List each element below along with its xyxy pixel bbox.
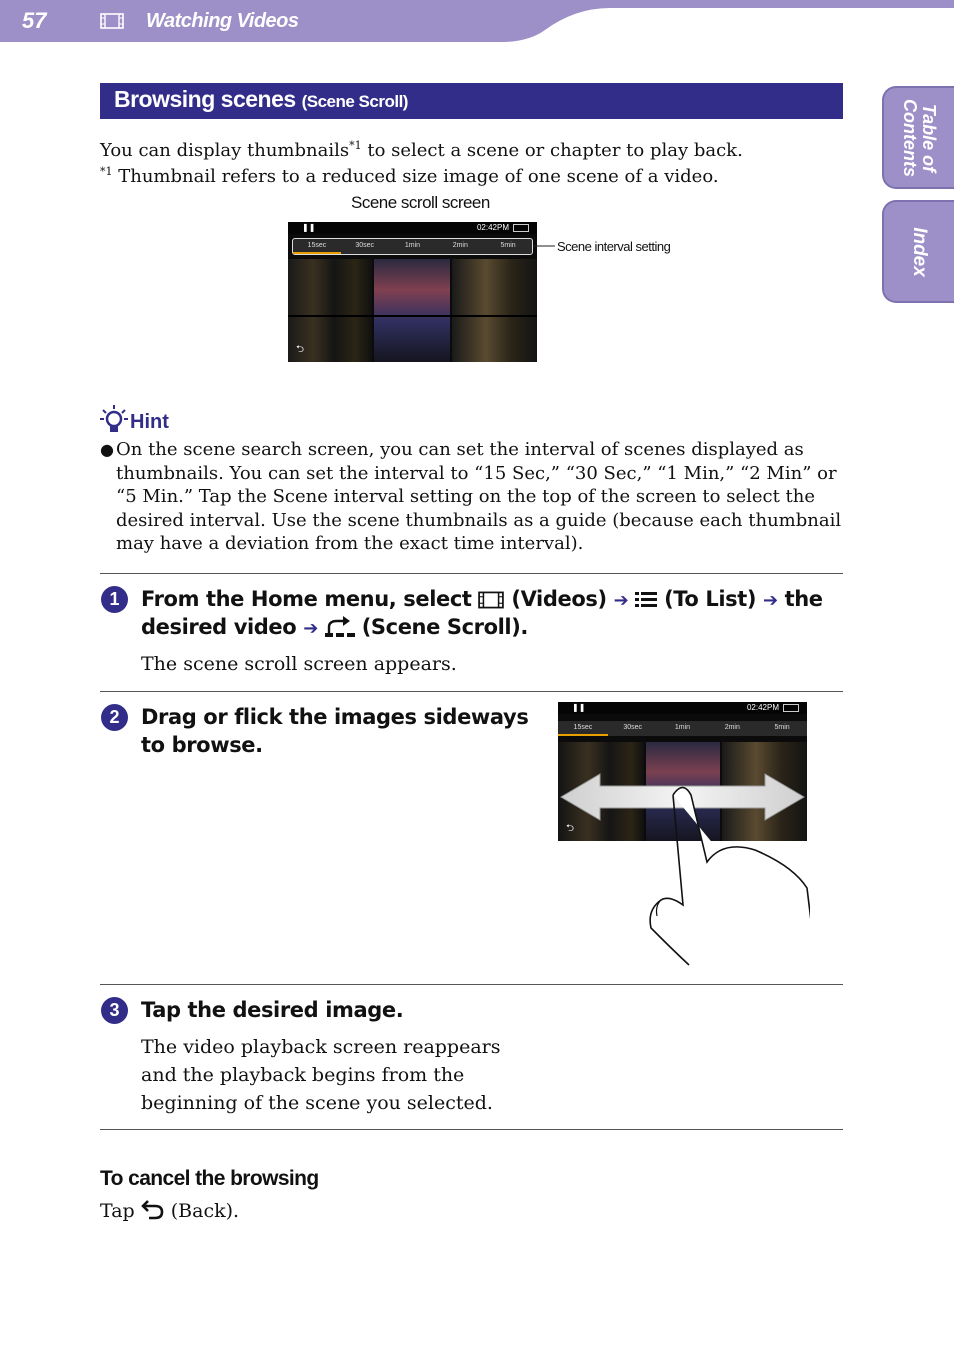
footnote-text: Thumbnail refers to a reduced size image of one scene of a video. [112, 166, 719, 187]
interval-option[interactable]: 15sec [293, 239, 341, 254]
scene-scroll-screenshot [288, 222, 537, 362]
thumbnail-divider [288, 315, 537, 317]
step-text: (Videos) [504, 587, 614, 611]
status-bar [288, 222, 537, 234]
step-1-title [141, 585, 841, 615]
back-icon[interactable]: ⮌ [296, 344, 305, 355]
hint-label: Hint [130, 411, 169, 433]
interval-option[interactable]: 5min [500, 242, 516, 249]
title-subtitle: (Scene Scroll) [301, 92, 408, 111]
divider [100, 573, 843, 574]
cancel-heading: To cancel the browsing [100, 1167, 319, 1190]
hint-text: On the scene search screen, you can set the interval of scenes displayed as thumbnails. You can set the interval to “15 Sec,” “30 Sec,” “1 Min,” “2 Min” or “5 Min.” Tap the Scene interval setting on the top of the screen to select the desired interval. Use the scene thumbnails as a guide (because each thumbnail may have a deviation from the exact time interval). [116, 439, 842, 554]
thumbnail-strip[interactable] [288, 259, 537, 362]
step-number: 3 [101, 997, 128, 1024]
step-1-body: The scene scroll screen appears. [141, 653, 457, 675]
page-number: 57 [22, 8, 47, 33]
divider [100, 984, 843, 985]
figure-caption: Scene scroll screen [351, 193, 490, 212]
battery-icon [783, 704, 799, 712]
step-number: 2 [101, 704, 128, 731]
videos-icon [478, 591, 504, 609]
intro-text-part: You can display thumbnails [100, 140, 350, 161]
section-name: Watching Videos [146, 10, 299, 32]
section-title [114, 86, 408, 113]
scene-interval-setting[interactable] [292, 238, 533, 255]
step-3-body [141, 1033, 501, 1117]
title-text: Browsing scenes [114, 86, 296, 112]
interval-option[interactable]: 2min [452, 242, 468, 249]
step-text: the [777, 587, 823, 611]
footnote-marker: *1 [349, 139, 362, 152]
lightbulb-icon [100, 404, 128, 434]
step-3-title: Tap the desired image. [141, 998, 404, 1022]
interval-option[interactable]: 2min [724, 724, 740, 731]
cancel-body [100, 1197, 239, 1225]
cancel-text: Tap [100, 1200, 141, 1222]
step-title-line: Drag or flick the images sideways [141, 705, 529, 729]
step-2-title [141, 703, 528, 759]
step-body-line: beginning of the scene you selected. [141, 1092, 493, 1114]
index-tab[interactable] [882, 200, 954, 303]
section-title-bar [100, 83, 843, 119]
intro-text [100, 134, 743, 163]
scene-scroll-icon [325, 615, 355, 637]
tab-label: Table of Contents [900, 98, 939, 177]
status-time: 02:42PM [476, 223, 509, 232]
back-icon[interactable]: ⮌ [566, 823, 575, 834]
pause-icon: ❚❚ [572, 703, 586, 712]
flick-gesture-illustration [555, 770, 810, 970]
interval-option[interactable]: 30sec [355, 242, 375, 249]
header-bar [0, 0, 954, 42]
step-text: desired video [141, 615, 304, 639]
divider [100, 691, 843, 692]
interval-option[interactable]: 30sec [623, 724, 643, 731]
list-icon [635, 591, 657, 609]
step-body-line: The video playback screen reappears [141, 1036, 501, 1058]
table-of-contents-tab[interactable] [882, 86, 954, 189]
arrow-icon: ➔ [613, 590, 629, 611]
step-text: (Scene Scroll). [354, 615, 528, 639]
thumbnail[interactable] [374, 259, 450, 362]
step-number: 1 [101, 586, 128, 613]
thumbnail[interactable] [452, 259, 537, 362]
pause-icon: ❚❚ [302, 223, 316, 232]
footnote-marker: *1 [100, 165, 113, 178]
step-title-line: to browse. [141, 733, 263, 757]
bullet: ● [100, 440, 114, 459]
status-time: 02:42PM [746, 703, 779, 712]
interval-option[interactable]: 5min [774, 724, 790, 731]
tab-label: Index [909, 226, 930, 277]
callout-label: Scene interval setting [557, 239, 671, 254]
interval-option[interactable]: 15sec [558, 721, 608, 736]
footnote [100, 160, 719, 189]
arrow-icon: ➔ [303, 618, 318, 639]
cancel-text: (Back). [164, 1200, 240, 1222]
back-icon [141, 1198, 165, 1220]
arrow-icon: ➔ [763, 590, 778, 611]
intro-text-part: to select a scene or chapter to play back. [361, 140, 743, 161]
header-background [0, 0, 954, 42]
status-bar [558, 702, 807, 714]
callout-line [533, 240, 555, 252]
step-text: (To List) [657, 587, 763, 611]
step-text: From the Home menu, select [141, 587, 479, 611]
scene-interval-setting[interactable] [558, 721, 807, 736]
step-body-line: and the playback begins from the [141, 1064, 465, 1086]
battery-icon [513, 224, 529, 232]
divider [100, 1129, 843, 1130]
step-1-title-line2 [141, 613, 841, 643]
film-icon [100, 13, 124, 29]
interval-option[interactable]: 1min [674, 724, 691, 731]
interval-option[interactable]: 1min [404, 242, 421, 249]
